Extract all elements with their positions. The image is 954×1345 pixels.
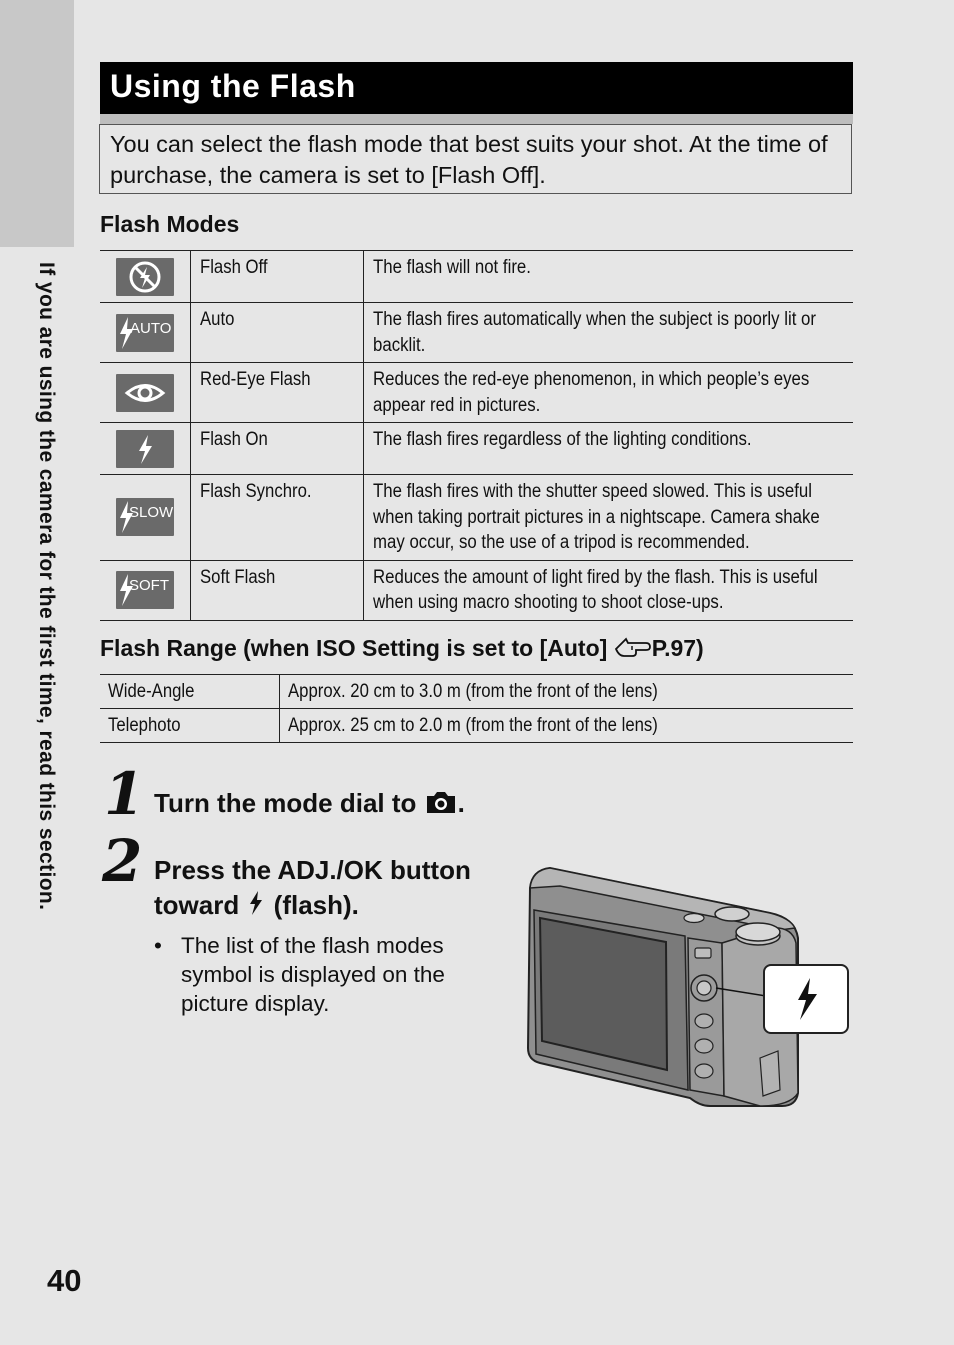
table-row bbox=[100, 709, 853, 743]
table-row bbox=[100, 475, 853, 561]
table-row bbox=[100, 560, 853, 620]
flash-slow-icon bbox=[116, 498, 174, 536]
mode-name: Auto bbox=[200, 309, 235, 330]
flash-auto-label: AUTO bbox=[130, 319, 172, 337]
range-label: Telephoto bbox=[108, 714, 181, 736]
mode-desc: The flash fires automatically when the subject is poorly lit or backlit. bbox=[373, 309, 816, 356]
flash-on-icon bbox=[116, 430, 174, 468]
flash-auto-icon bbox=[116, 314, 174, 352]
flash-off-icon bbox=[116, 258, 174, 296]
flash-soft-icon bbox=[116, 571, 174, 609]
flash-icon bbox=[246, 890, 266, 916]
range-value: Approx. 20 cm to 3.0 m (from the front of the lens) bbox=[288, 680, 658, 702]
table-row bbox=[100, 363, 853, 423]
mode-name: Flash On bbox=[200, 429, 268, 450]
flash-soft-label: SOFT bbox=[129, 577, 169, 594]
mode-desc: Reduces the amount of light fired by the flash. This is useful when using macro shooting to shoot close-ups. bbox=[373, 566, 818, 613]
mode-name: Flash Synchro. bbox=[200, 481, 312, 502]
camera-illustration bbox=[520, 858, 855, 1113]
side-tab-text: If you are using the camera for the first time, read this section. bbox=[35, 262, 58, 911]
table-row bbox=[100, 423, 853, 475]
mode-name: Red-Eye Flash bbox=[200, 369, 311, 390]
reference-icon bbox=[614, 635, 652, 659]
intro-text: You can select the flash mode that best suits your shot. At the time of purchase, the camera is set to [Flash Off]. bbox=[110, 131, 828, 188]
red-eye-icon bbox=[116, 374, 174, 412]
table-row bbox=[100, 675, 853, 709]
table-row bbox=[100, 251, 853, 303]
mode-desc: Reduces the red-eye phenomenon, in which people’s eyes appear red in pictures. bbox=[373, 369, 810, 416]
range-label: Wide-Angle bbox=[108, 680, 195, 702]
mode-name: Flash Off bbox=[200, 257, 268, 278]
step-2-text: Press the ADJ./OK button toward (flash). bbox=[154, 855, 471, 920]
page-number: 40 bbox=[47, 1263, 82, 1298]
mode-name: Soft Flash bbox=[200, 566, 276, 588]
step-number-1: 1 bbox=[104, 760, 145, 828]
flash-range-heading: Flash Range (when ISO Setting is set to [Auto] P.97) bbox=[100, 635, 704, 661]
title-underline bbox=[100, 114, 853, 124]
page-title: Using the Flash bbox=[110, 68, 356, 104]
side-tab bbox=[0, 0, 74, 247]
flash-slow-label: SLOW bbox=[129, 504, 174, 522]
page-title-bar bbox=[100, 62, 853, 114]
mode-desc: The flash fires with the shutter speed slowed. This is useful when taking portrait pictures in a nightscape. Camera shake may occur, so the use of a tripod is recommended. bbox=[373, 481, 820, 553]
mode-desc: The flash fires regardless of the lighting conditions. bbox=[373, 429, 752, 450]
step-1-text: Turn the mode dial to . bbox=[154, 788, 465, 818]
intro-box bbox=[99, 124, 852, 194]
step-number-2: 2 bbox=[102, 827, 143, 895]
flash-modes-heading: Flash Modes bbox=[100, 211, 240, 237]
range-value: Approx. 25 cm to 2.0 m (from the front of the lens) bbox=[288, 714, 658, 736]
table-row bbox=[100, 303, 853, 363]
flash-range-table bbox=[100, 674, 853, 743]
mode-desc: The flash will not fire. bbox=[373, 257, 531, 278]
flash-modes-table bbox=[100, 250, 853, 621]
camera-mode-icon bbox=[424, 788, 458, 812]
